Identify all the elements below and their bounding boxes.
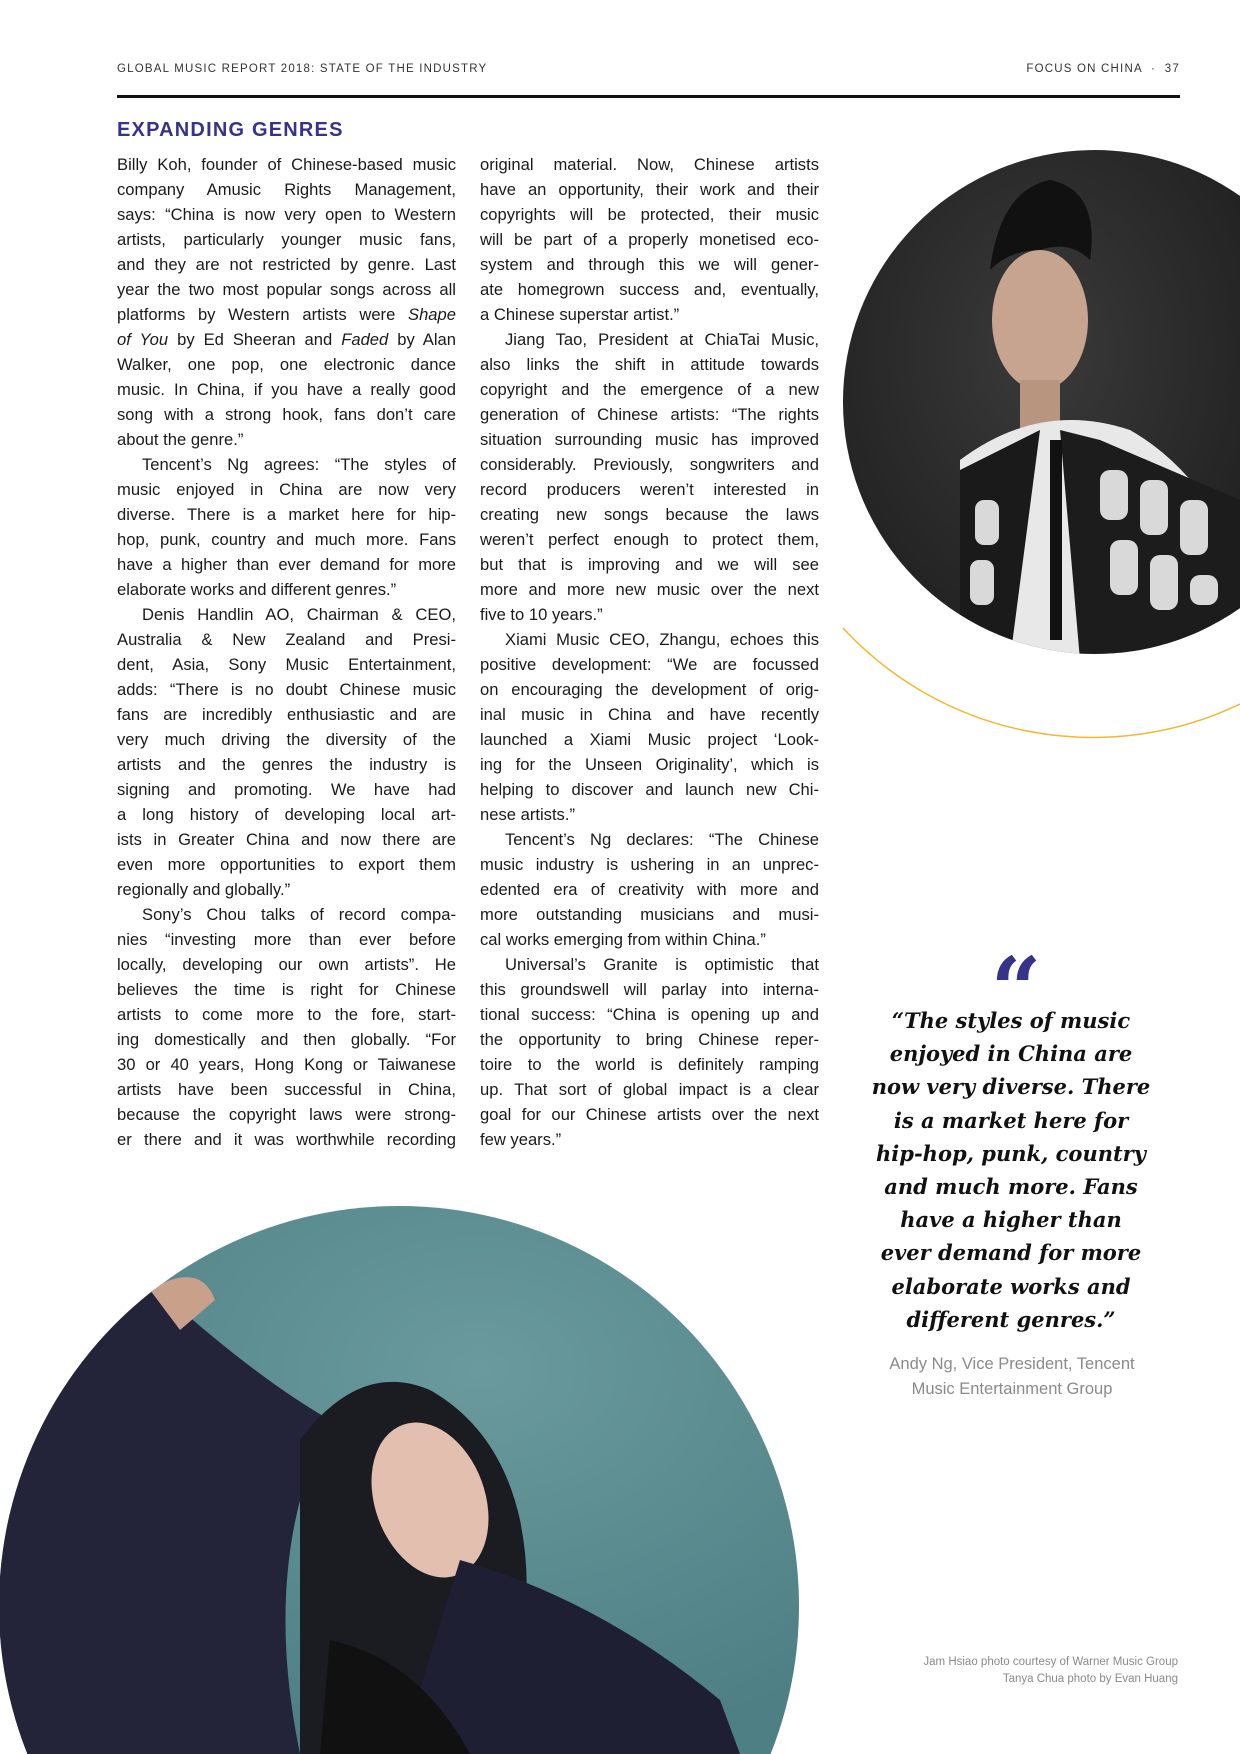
text-line: ate homegrown success and, eventually, [480, 280, 819, 299]
text-line: very much driving the diversity of the [117, 730, 456, 749]
body-column-1 [117, 152, 456, 1152]
text-line: Xiami Music CEO, Zhangu, echoes this [505, 630, 819, 649]
text-line: inal music in China and have recently [480, 705, 819, 724]
text-line: Universal’s Granite is optimistic that [505, 955, 819, 974]
quote-line: different genres.” [906, 1306, 1116, 1332]
text-line: ists in Greater China and now there are [117, 830, 456, 849]
text-line: even more opportunities to export them [117, 855, 456, 874]
text-line: system and through this we will gener- [480, 255, 819, 274]
paragraph [480, 952, 819, 1152]
text-line: positive development: “We are focussed [480, 655, 819, 674]
text-line: up. That sort of global impact is a clear [480, 1080, 819, 1099]
text-line: artists and the genres the industry is [117, 755, 456, 774]
text-line: helping to discover and launch new Chi- [480, 780, 819, 799]
header-rule [117, 95, 1180, 98]
quote-line: elaborate works and [891, 1273, 1131, 1299]
text-line: Denis Handlin AO, Chairman & CEO, [142, 605, 456, 624]
portrait-photo-jam-hsiao [843, 150, 1240, 660]
text-line: of You by Ed Sheeran and Faded by Alan [117, 330, 457, 349]
text-line: original material. Now, Chinese artists [480, 155, 819, 174]
text-line: signing and promoting. We have had [117, 780, 456, 799]
text-line: on encouraging the development of orig- [480, 680, 819, 699]
paragraph [117, 602, 456, 902]
text-line: er there and it was worthwhile recording [117, 1130, 456, 1149]
paragraph [117, 452, 456, 602]
text-line: artists have been successful in China, [117, 1080, 456, 1099]
text-line: nese artists.” [480, 805, 575, 824]
text-line: platforms by Western artists were Shape [117, 305, 456, 324]
text-line: copyright and the emergence of a new [480, 380, 819, 399]
text-line: record producers weren’t interested in [480, 480, 819, 499]
text-line: ing for the Unseen Originality’, which is [480, 755, 819, 774]
section-heading: EXPANDING GENRES [117, 119, 344, 141]
quote-line: enjoyed in China are [889, 1041, 1133, 1067]
quote-line: now very diverse. There [871, 1074, 1151, 1100]
paragraph [480, 152, 819, 327]
paragraph [480, 327, 819, 627]
text-line: Sony’s Chou talks of record compa- [142, 905, 456, 924]
text-line: generation of Chinese artists: “The rights [480, 405, 819, 424]
attribution-line: Andy Ng, Vice President, Tencent [889, 1355, 1135, 1373]
text-line: few years.” [480, 1130, 562, 1149]
paragraph [480, 627, 819, 827]
text-line: regionally and globally.” [117, 880, 291, 899]
text-line: launched a Xiami Music project ‘Look- [480, 730, 819, 749]
text-line: fans are incredibly enthusiastic and are [117, 705, 456, 724]
text-line: will be part of a properly monetised eco- [480, 230, 819, 249]
text-line: artists to come more to the fore, start- [117, 1005, 456, 1024]
text-line: diverse. There is a market here for hip- [117, 505, 456, 524]
text-line: cal works emerging from within China.” [480, 930, 766, 949]
text-line: have a higher than ever demand for more [117, 555, 456, 574]
credit-line: Jam Hsiao photo courtesy of Warner Music Group [923, 1656, 1178, 1668]
text-line: believes the time is right for Chinese [117, 980, 456, 999]
text-line: music. In China, if you have a really good [117, 380, 456, 399]
paragraph [117, 902, 456, 1152]
text-line: Billy Koh, founder of Chinese-based music [117, 155, 456, 174]
text-line: more and more new music over the next [480, 580, 819, 599]
quote-line: have a higher than [900, 1207, 1122, 1233]
text-line: Jiang Tao, President at ChiaTai Music, [505, 330, 819, 349]
text-line: considerably. Previously, songwriters and [480, 455, 819, 474]
text-line: also links the shift in attitude towards [480, 355, 819, 374]
text-line: elaborate works and different genres.” [117, 580, 397, 599]
text-line: music industry is ushering in an unprec- [480, 855, 819, 874]
header-section-page: FOCUS ON CHINA · 37 [1026, 63, 1180, 75]
text-line: song with a strong hook, fans don’t care [117, 405, 456, 424]
paragraph [480, 827, 819, 952]
photo-credits [923, 1654, 1178, 1688]
portrait-photo-tanya-chua [0, 1206, 799, 1754]
text-line: Tencent’s Ng declares: “The Chinese [505, 830, 819, 849]
text-line: situation surrounding music has improved [480, 430, 819, 449]
text-line: ing domestically and then globally. “For [117, 1030, 456, 1049]
text-line: adds: “There is no doubt Chinese music [117, 680, 456, 699]
pull-quote-attribution [862, 1352, 1162, 1402]
text-line: nies “investing more than ever before [117, 930, 456, 949]
text-line: Walker, one pop, one electronic dance [117, 355, 456, 374]
text-line: toire to the world is definitely ramping [480, 1055, 819, 1074]
text-line: more outstanding musicians and musi- [480, 905, 819, 924]
text-line: artists, particularly younger music fans, [117, 230, 456, 249]
quote-line: is a market here for [893, 1107, 1129, 1133]
text-line: goal for our Chinese artists over the next [480, 1105, 819, 1124]
quote-line: hip-hop, punk, country [876, 1140, 1146, 1166]
text-line: a Chinese superstar artist.” [480, 305, 680, 324]
text-line: a long history of developing local art- [117, 805, 456, 824]
pull-quote [846, 1004, 1176, 1336]
text-line: the opportunity to bring Chinese reper- [480, 1030, 819, 1049]
text-line: Australia & New Zealand and Presi- [117, 630, 456, 649]
text-line: music enjoyed in China are now very [117, 480, 456, 499]
quote-mark-icon: “ [990, 945, 1042, 1005]
credit-line: Tanya Chua photo by Evan Huang [1002, 1673, 1178, 1685]
text-line: year the two most popular songs across all [117, 280, 456, 299]
text-line: this groundswell will parlay into interna- [480, 980, 819, 999]
text-line: dent, Asia, Sony Music Entertainment, [117, 655, 456, 674]
text-line: have an opportunity, their work and their [480, 180, 819, 199]
text-line: about the genre.” [117, 430, 244, 449]
body-column-2 [480, 152, 819, 1152]
text-line: says: “China is now very open to Western [117, 205, 456, 224]
text-line: company Amusic Rights Management, [117, 180, 456, 199]
text-line: but that is improving and we will see [480, 555, 819, 574]
text-line: 30 or 40 years, Hong Kong or Taiwanese [117, 1055, 456, 1074]
text-line: because the copyright laws were strong- [117, 1105, 456, 1124]
text-line: Tencent’s Ng agrees: “The styles of [142, 455, 456, 474]
text-line: edented era of creativity with more and [480, 880, 819, 899]
paragraph [117, 152, 456, 452]
header-report-title: GLOBAL MUSIC REPORT 2018: STATE OF THE INDUSTRY [117, 63, 488, 75]
quote-line: ever demand for more [880, 1240, 1142, 1266]
text-line: weren’t perfect enough to protect them, [480, 530, 819, 549]
text-line: locally, developing our own artists”. He [117, 955, 456, 974]
quote-line: and much more. Fans [884, 1174, 1138, 1200]
text-line: copyrights will be protected, their music [480, 205, 819, 224]
quote-line: “The styles of music [891, 1008, 1131, 1033]
text-line: five to 10 years.” [480, 605, 603, 624]
text-line: creating new songs because the laws [480, 505, 819, 524]
text-line: tional success: “China is opening up and [480, 1005, 819, 1024]
text-line: and they are not restricted by genre. Last [117, 255, 456, 274]
text-line: hop, punk, country and much more. Fans [117, 530, 456, 549]
attribution-line: Music Entertainment Group [911, 1380, 1113, 1398]
